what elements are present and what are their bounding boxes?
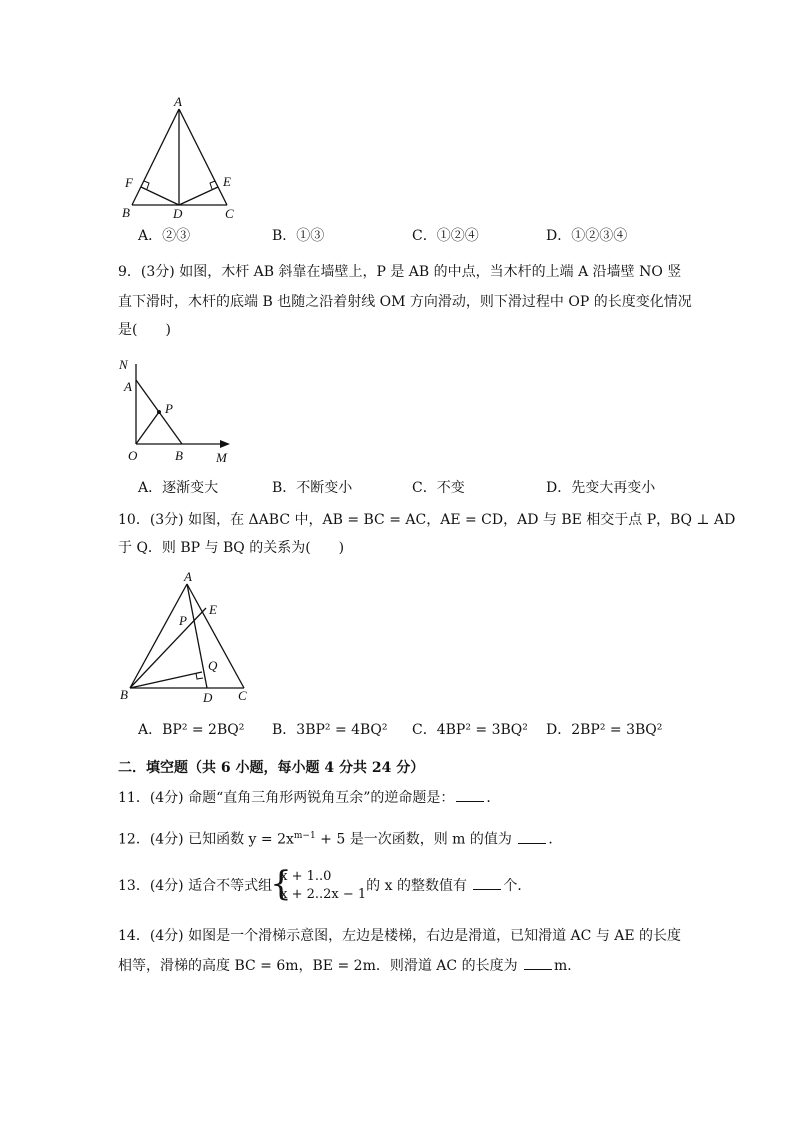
q8-option-b[interactable]: B．①③	[272, 228, 325, 244]
q8-label-e: E	[223, 174, 231, 189]
q13-stem: 13．(4分) 适合不等式组 { x + 1..0 x + 2..2x − 1 的 x 的整数值有 个．	[118, 866, 531, 906]
q8-label-c: C	[225, 206, 234, 221]
q10-label-p: P	[179, 613, 187, 628]
q10-option-c[interactable]: C．4BP² = 3BQ²	[412, 722, 528, 738]
q10-option-b[interactable]: B．3BP² = 4BQ²	[272, 722, 388, 738]
q13-inequality-system: { x + 1..0 x + 2..2x − 1	[272, 868, 366, 904]
q8-label-f: F	[125, 175, 133, 190]
q10-stem-line-2: 于 Q．则 BP 与 BQ 的关系为( )	[118, 540, 345, 556]
q10-label-c: C	[238, 688, 247, 703]
q12-answer-blank[interactable]	[518, 831, 546, 844]
q9-stem-line-1: 9．(3分) 如图，木杆 AB 斜靠在墙壁上，P 是 AB 的中点，当木杆的上端 A 沿墙壁 NO 竖	[118, 264, 682, 280]
q9-option-b[interactable]: B．不断变小	[272, 480, 353, 496]
q12-text: 12．(4分) 已知函数 y = 2x	[118, 831, 294, 848]
q10-label-b: B	[120, 687, 128, 702]
q14-stem-line-2: 相等，滑梯的高度 BC = 6m，BE = 2m．则滑道 AC 的长度为 m．	[118, 958, 582, 974]
q13-text: 13．(4分) 适合不等式组	[118, 878, 273, 894]
q9-option-c[interactable]: C．不变	[412, 480, 465, 496]
q9-label-n: N	[119, 357, 128, 372]
q8-label-d: D	[173, 206, 183, 221]
q10-label-e: E	[209, 602, 217, 617]
q9-stem-line-2: 直下滑时，木杆的底端 B 也随之沿着射线 OM 方向滑动，则下滑过程中 OP 的长度变化情况	[118, 294, 692, 310]
q8-option-a[interactable]: A．②③	[138, 228, 191, 244]
q10-option-a[interactable]: A．BP² = 2BQ²	[138, 722, 245, 738]
q8-option-c[interactable]: C．①②④	[412, 228, 479, 244]
q8-label-a: A	[174, 94, 182, 109]
q10-stem-line-1: 10．(3分) 如图，在 ΔABC 中，AB = BC = AC，AE = CD，AD 与 BE 相交于点 P，BQ ⊥ AD	[118, 512, 736, 528]
figure-q8-isosceles-triangle	[112, 92, 252, 222]
q10-label-d: D	[203, 690, 213, 705]
q11-answer-blank[interactable]	[456, 789, 484, 802]
q12-stem: 12．(4分) 已知函数 $y = 2x^{m-1} + 5$ 是一次函数，则 m 的值为 ．	[118, 831, 563, 848]
q10-label-q: Q	[208, 658, 218, 673]
q9-label-o: O	[128, 448, 138, 463]
q9-option-d[interactable]: D．先变大再变小	[546, 480, 656, 496]
q8-option-d[interactable]: D．①②③④	[546, 228, 628, 244]
figure-q9-ladder	[112, 352, 242, 468]
q13-answer-blank[interactable]	[473, 877, 501, 890]
q14-stem-line-1: 14．(4分) 如图是一个滑梯示意图，左边是楼梯，右边是滑道，已知滑道 AC 与 AE 的长度	[118, 928, 682, 944]
q14-answer-blank[interactable]	[524, 957, 552, 970]
q12-exponent: m−1	[293, 831, 316, 841]
q9-label-p: P	[165, 401, 173, 416]
q10-label-a: A	[184, 569, 192, 584]
q11-text: 11．(4分) 命题“直角三角形两锐角互余”的逆命题是：	[118, 790, 455, 806]
section-2-title: 二．填空题（共 6 小题，每小题 4 分共 24 分）	[118, 760, 425, 776]
figure-q10-equilateral-triangle	[112, 568, 262, 708]
q9-label-b: B	[175, 448, 183, 463]
q9-label-a: A	[124, 379, 132, 394]
q9-label-m: M	[216, 450, 227, 465]
q8-label-b: B	[122, 205, 130, 220]
q10-option-d[interactable]: D．2BP² = 3BQ²	[546, 722, 663, 738]
q11-stem: 11．(4分) 命题“直角三角形两锐角互余”的逆命题是： ．	[118, 790, 501, 806]
q9-option-a[interactable]: A．逐渐变大	[138, 480, 219, 496]
q9-stem-line-3: 是( )	[118, 322, 171, 338]
